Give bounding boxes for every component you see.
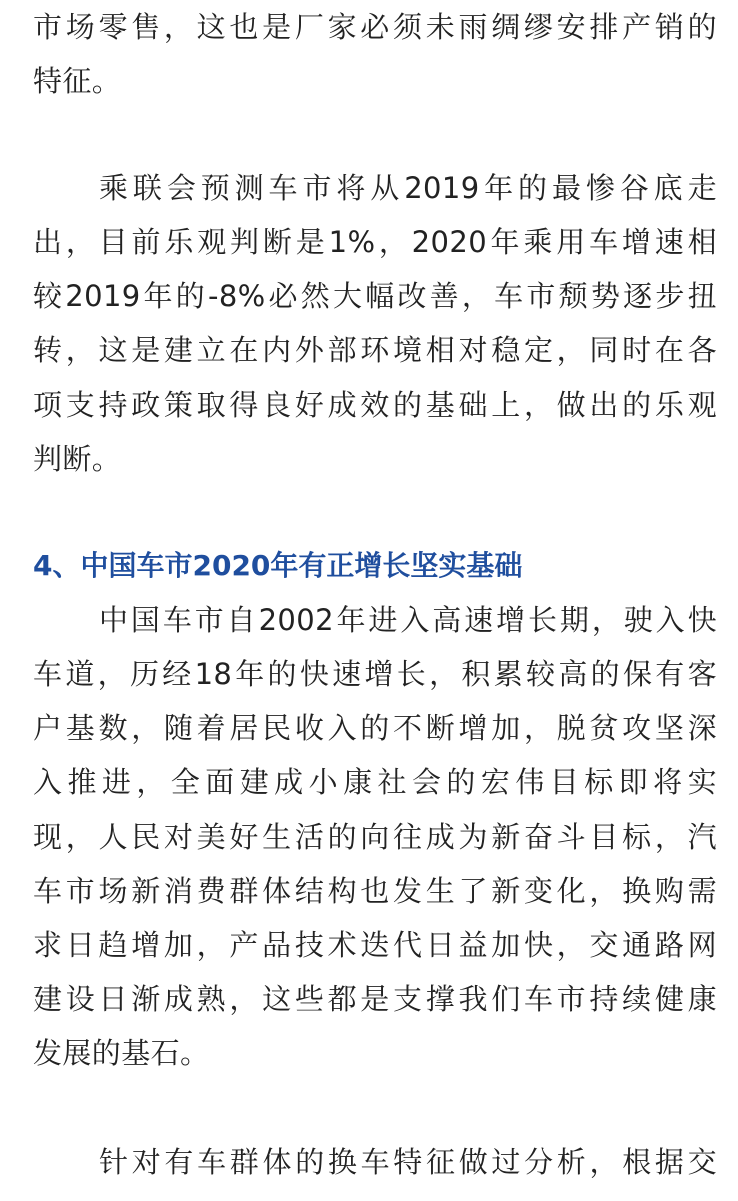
paragraph-line: 特征。 — [33, 64, 122, 98]
paragraph-line: 出，目前乐观判断是1%，2020年乘用车增速相 — [33, 225, 717, 259]
paragraph-line: 现，人民对美好生活的向往成为新奋斗目标，汽 — [33, 820, 717, 854]
paragraph-line: 针对有车群体的换车特征做过分析，根据交 — [99, 1145, 717, 1179]
paragraph-line: 建设日渐成熟，这些都是支撑我们车市持续健康 — [33, 982, 717, 1016]
paragraph-line: 发展的基石。 — [33, 1036, 210, 1070]
paragraph-line: 车道，历经18年的快速增长，积累较高的保有客 — [33, 657, 717, 691]
paragraph-line: 市场零售，这也是厂家必须未雨绸缪安排产销的 — [33, 10, 717, 44]
paragraph-line: 求日趋增加，产品技术迭代日益加快，交通路网 — [33, 928, 717, 962]
section-heading: 4、中国车市2020年有正增长坚实基础 — [33, 549, 523, 582]
paragraph-line: 较2019年的-8%必然大幅改善，车市颓势逐步扭 — [33, 279, 717, 313]
paragraph-line: 车市场新消费群体结构也发生了新变化，换购需 — [33, 874, 717, 908]
paragraph-line: 判断。 — [33, 442, 122, 476]
paragraph-line: 户基数，随着居民收入的不断增加，脱贫攻坚深 — [33, 711, 717, 745]
paragraph-line: 入推进，全面建成小康社会的宏伟目标即将实 — [33, 765, 717, 799]
paragraph-line: 乘联会预测车市将从2019年的最惨谷底走 — [99, 171, 717, 205]
paragraph-line: 项支持政策取得良好成效的基础上，做出的乐观 — [33, 388, 717, 422]
paragraph-line: 转，这是建立在内外部环境相对稳定，同时在各 — [33, 333, 717, 367]
paragraph-line: 中国车市自2002年进入高速增长期，驶入快 — [99, 603, 717, 637]
